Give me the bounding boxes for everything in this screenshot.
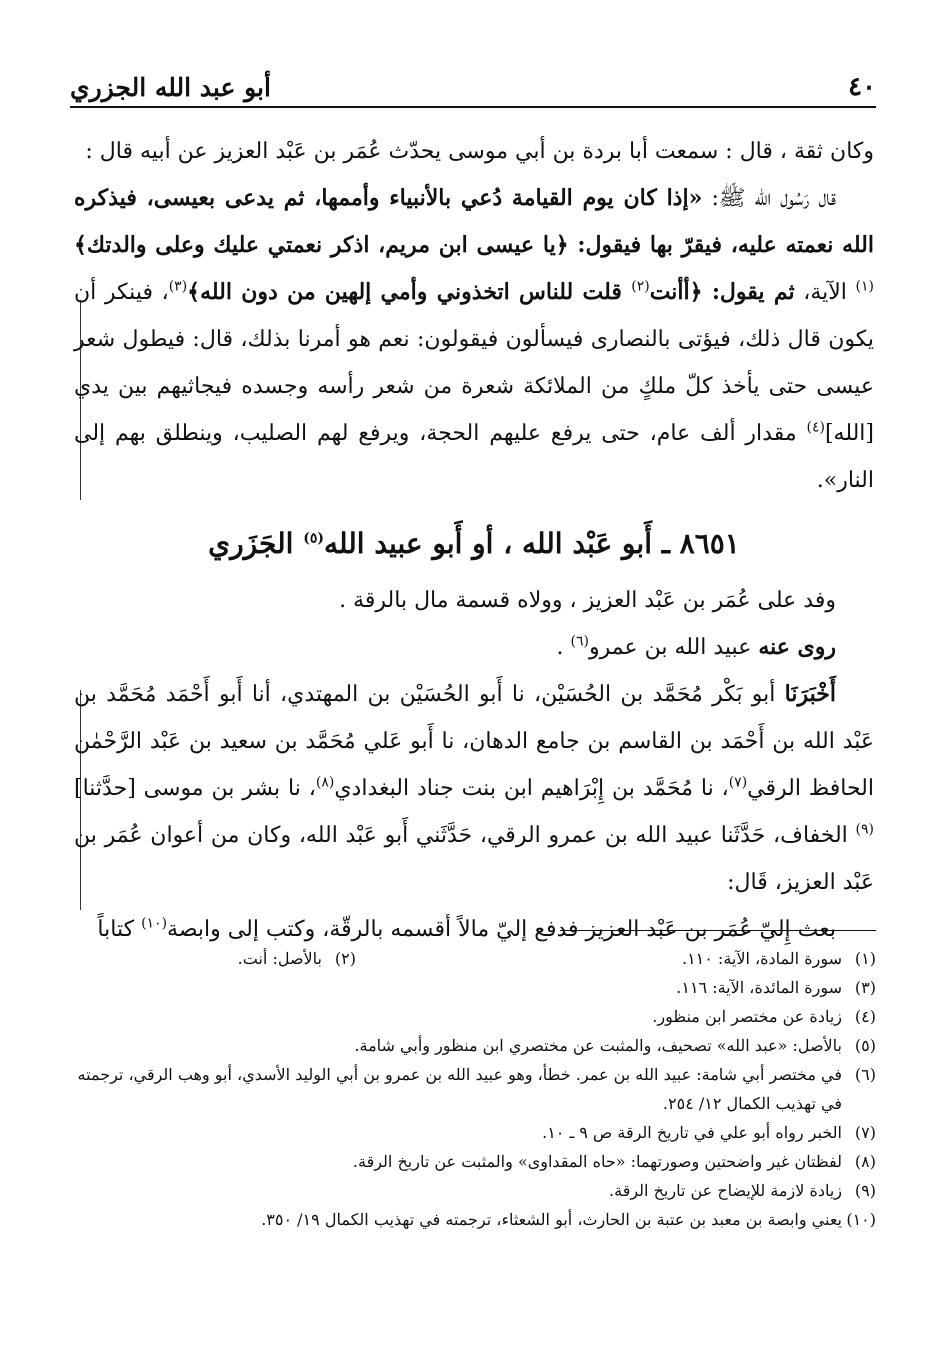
footnote-ref-7: (٧): [728, 774, 748, 791]
footnote-7: (٧) الخبر رواه أبو علي في تاريخ الرقة ص ٩ ـ ١٠.: [542, 1123, 876, 1142]
paragraph-1: وكان ثقة ، قال : سمعت أبا بردة بن أبي موسى يحدّث عُمَر بن عَبْد العزيز عن أبيه قال :: [85, 139, 874, 164]
footnote-3: (٣) سورة المائدة، الآية: ١١٦.: [676, 978, 876, 997]
footnote-6: (٦) في مختصر أبي شامة: عبيد الله بن عمر. خطأ، وهو عبيد الله بن عمرو بن أبي الوليد الأسدي، أبو وهب الرقي، ترجمته في تهذيب الكمال ١٢/ ٢٥٤.: [77, 1065, 876, 1113]
footnote-ref-6: (٦): [570, 633, 590, 650]
footnote-ref-3: (٣): [168, 278, 188, 295]
footnote-ref-9: (٩): [855, 821, 874, 838]
footnotes: [70, 944, 876, 1234]
footnote-ref-1: (١): [855, 278, 874, 295]
paragraph-3: وفد على عُمَر بن عَبْد العزيز ، وولاه قسمة مال بالرقة .: [339, 588, 836, 613]
entry-heading: ٨٦٥١ ـ أَبو عَبْد الله ، أو أَبو عبيد الله$^{(٥)}$ الجَزَري: [208, 527, 740, 560]
footnote-ref-2: (٢): [631, 278, 650, 295]
paragraph-isnad: أَخْبَرَنَا أبو بَكْر مُحَمَّد بن الحُسَيْن، نا أَبو الحُسَيْن بن المهتدي، أنا أَبو أَحْمَد مُحَمَّد بن عَبْد الله بن أَحْمَد بن القاسم بن جامع الدهان، نا أَبو عَلي مُحَمَّد بن سعيد بن عَبْد الرَّحْمٰن الحافظ الرقي$^{(٧)}$، نا مُحَمَّد بن إِبْرَاهيم ابن بنت جناد البغدادي$^{(٨)}$، نا بشر بن موسى [حدَّثنا]$^{(٩)}$ الخفاف، حَدَّثَنا عبيد الله بن عمرو الرقي، حَدَّثَني أَبو عَبْد الله، وكان من أعوان عُمَر بن عَبْد العزيز، قَال:: [74, 681, 874, 895]
footnote-10: (١٠) يعني وابصة بن معبد بن عتبة بن الحارث، أبو الشعثاء، ترجمته في تهذيب الكمال ١٩/ ٣٥٠.: [261, 1210, 876, 1229]
footnote-row-1-2: [70, 944, 876, 973]
footnote-5: (٥) بالأصل: «عبد الله» تصحيف، والمثبت عن مختصري ابن منظور وأبي شامة.: [354, 1036, 876, 1055]
footnote-separator: [560, 930, 876, 931]
paragraph-4: روى عنه عبيد الله بن عمرو$^{(٦)}$ .: [556, 633, 836, 660]
footnote-4: (٤) زيادة عن مختصر ابن منظور.: [652, 1007, 876, 1026]
main-text: [74, 128, 874, 953]
footnote-ref-4: (٤): [806, 419, 825, 436]
footnote-8: (٨) لفظتان غير واضحتين وصورتهما: «حاه المقداوى» والمثبت عن تاريخ الرقة.: [352, 1152, 876, 1171]
footnote-ref-5: (٥): [303, 530, 324, 547]
footnote-2: (٢) بالأصل: أنت.: [237, 949, 356, 968]
footnote-ref-8: (٨): [315, 774, 335, 791]
footnote-1: (١) سورة المادة، الآية: ١١٠.: [681, 949, 876, 968]
page-header: [70, 62, 876, 108]
running-title: أبو عبد الله الجزري: [70, 73, 271, 102]
footnote-9: (٩) زيادة لازمة للإيضاح عن تاريخ الرقة.: [609, 1181, 876, 1200]
page-number: ٤٠: [848, 72, 876, 102]
paragraph-6: بعث إِليّ عُمَر بن عَبْد العزيز فدفع إليّ مالاً أقسمه بالرقّة، وكتب إلى وابصة$^{(١٠)}$ كتاباً: [97, 915, 836, 942]
paragraph-hadith: قال رَسُول الله ﷺ: «إذا كان يوم القيامة دُعي بالأنبياء وأممها، ثم يدعى بعيسى، فيذكره الله نعمته عليه، فيقرّ بها فيقول: ﴿يا عيسى ابن مريم، اذكر نعمتي عليك وعلى والدتك﴾$^{(١)}$ الآية، ثم يقول: ﴿أأنت$^{(٢)}$ قلت للناس اتخذوني وأمي إلهين من دون الله﴾$^{(٣)}$، فينكر أن يكون قال ذلك، فيؤتى بالنصارى فيسألون فيقولون: نعم هو أمرنا بذلك، قال: فيطول شعر عيسى حتى يأخذ كلّ ملكٍ من الملائكة شعرة من شعر رأسه وجسده فيجاثيهم بين يدي [الله]$^{(٤)}$ مقدار ألف عام، حتى يرفع عليهم الحجة، ويرفع لهم الصليب، وينطلق بهم إلى النار».: [74, 185, 874, 493]
footnote-ref-10: (١٠): [141, 915, 168, 932]
